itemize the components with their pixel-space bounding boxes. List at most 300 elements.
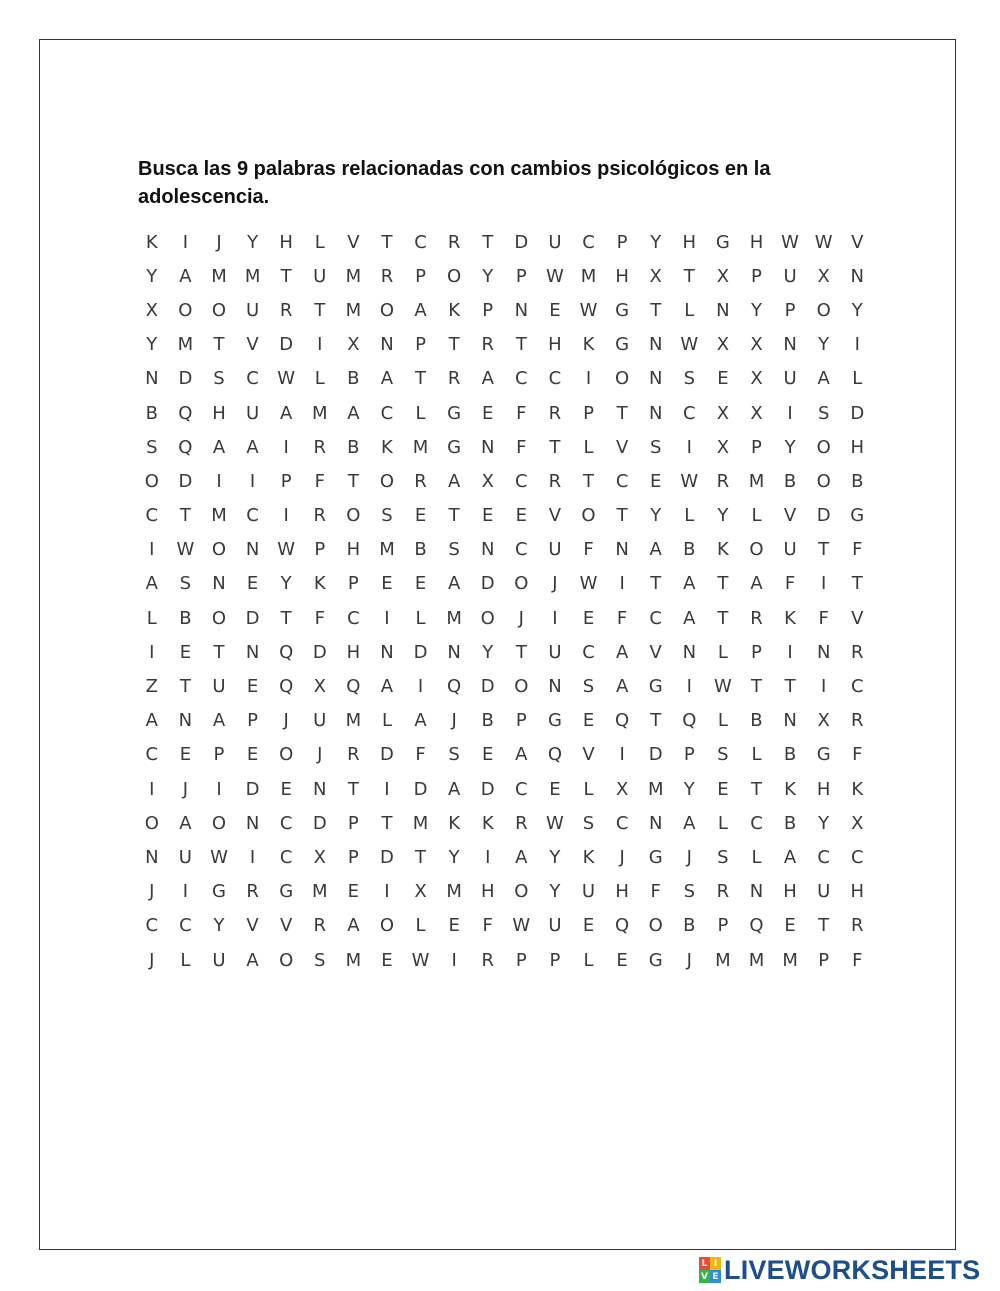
grid-letter[interactable]: D <box>380 846 394 868</box>
grid-letter[interactable]: F <box>314 607 325 629</box>
grid-letter[interactable]: H <box>783 881 797 903</box>
grid-letter[interactable]: U <box>548 539 562 561</box>
grid-letter[interactable]: O <box>279 744 294 766</box>
grid-letter[interactable]: W <box>277 368 296 390</box>
grid-letter[interactable]: U <box>548 915 562 937</box>
grid-letter[interactable]: G <box>648 846 663 868</box>
grid-letter[interactable]: I <box>249 846 256 868</box>
grid-letter[interactable]: U <box>313 710 327 732</box>
grid-letter[interactable]: X <box>615 778 629 800</box>
grid-letter[interactable]: L <box>751 744 762 766</box>
grid-letter[interactable]: M <box>715 949 731 971</box>
grid-letter[interactable]: T <box>213 334 225 356</box>
grid-letter[interactable]: T <box>549 436 561 458</box>
grid-letter[interactable]: R <box>313 436 327 458</box>
grid-letter[interactable]: B <box>145 402 158 424</box>
grid-letter[interactable]: G <box>648 949 663 971</box>
grid-letter[interactable]: D <box>245 778 260 800</box>
grid-letter[interactable]: M <box>345 265 362 287</box>
grid-letter[interactable]: P <box>751 436 762 458</box>
grid-letter[interactable]: O <box>144 470 159 492</box>
grid-letter[interactable]: H <box>850 436 865 458</box>
grid-letter[interactable]: F <box>314 470 325 492</box>
grid-letter[interactable]: M <box>446 607 462 629</box>
grid-letter[interactable]: A <box>683 607 696 629</box>
grid-letter[interactable]: E <box>246 676 259 698</box>
grid-letter[interactable]: C <box>380 402 394 424</box>
grid-letter[interactable]: L <box>751 505 762 527</box>
grid-letter[interactable]: A <box>447 470 461 492</box>
grid-letter[interactable]: P <box>482 299 494 321</box>
grid-letter[interactable]: A <box>145 710 158 732</box>
grid-letter[interactable]: C <box>649 607 662 629</box>
grid-letter[interactable]: N <box>648 368 663 390</box>
grid-letter[interactable]: R <box>279 299 293 321</box>
grid-letter[interactable]: E <box>582 607 595 629</box>
grid-letter[interactable]: N <box>313 778 327 800</box>
grid-letter[interactable]: T <box>515 334 527 356</box>
grid-letter[interactable]: I <box>317 334 323 356</box>
grid-letter[interactable]: B <box>347 368 360 390</box>
grid-letter[interactable]: O <box>346 505 361 527</box>
grid-letter[interactable]: T <box>717 573 729 595</box>
grid-letter[interactable]: J <box>283 710 289 732</box>
grid-letter[interactable]: E <box>381 573 393 595</box>
grid-letter[interactable]: P <box>347 573 359 595</box>
grid-letter[interactable]: R <box>313 505 327 527</box>
grid-letter[interactable]: X <box>414 881 427 903</box>
grid-letter[interactable]: O <box>379 915 395 937</box>
grid-letter[interactable]: I <box>787 641 793 663</box>
grid-letter[interactable]: A <box>179 812 192 834</box>
grid-letter[interactable]: M <box>647 778 664 800</box>
grid-letter[interactable]: X <box>716 334 730 356</box>
grid-letter[interactable]: P <box>616 231 628 253</box>
grid-letter[interactable]: U <box>783 265 797 287</box>
grid-letter[interactable]: N <box>245 539 260 561</box>
grid-letter[interactable]: E <box>582 915 595 937</box>
grid-letter[interactable]: L <box>180 949 191 971</box>
grid-letter[interactable]: J <box>216 231 222 253</box>
grid-letter[interactable]: I <box>149 778 155 800</box>
grid-letter[interactable]: Z <box>145 676 158 698</box>
grid-letter[interactable]: G <box>279 881 294 903</box>
grid-letter[interactable]: N <box>245 641 260 663</box>
grid-letter[interactable]: C <box>615 470 629 492</box>
grid-letter[interactable]: A <box>515 846 528 868</box>
grid-letter[interactable]: E <box>381 949 393 971</box>
grid-letter[interactable]: G <box>212 881 226 903</box>
grid-letter[interactable]: E <box>414 505 427 527</box>
grid-letter[interactable]: E <box>582 710 595 732</box>
grid-letter[interactable]: Y <box>482 265 494 287</box>
grid-letter[interactable]: C <box>414 231 427 253</box>
grid-letter[interactable]: I <box>149 539 155 561</box>
grid-letter[interactable]: O <box>211 812 227 834</box>
grid-letter[interactable]: E <box>246 744 259 766</box>
grid-letter[interactable]: U <box>212 676 226 698</box>
grid-letter[interactable]: S <box>717 846 729 868</box>
grid-letter[interactable]: S <box>582 676 595 698</box>
grid-letter[interactable]: R <box>380 265 394 287</box>
grid-letter[interactable]: C <box>279 846 293 868</box>
grid-letter[interactable]: V <box>783 505 797 527</box>
grid-letter[interactable]: C <box>817 846 830 868</box>
grid-letter[interactable]: U <box>581 881 596 903</box>
grid-letter[interactable]: E <box>616 949 628 971</box>
grid-letter[interactable]: V <box>649 641 662 663</box>
grid-letter[interactable]: V <box>280 915 293 937</box>
grid-letter[interactable]: I <box>821 573 827 595</box>
grid-letter[interactable]: G <box>615 299 630 321</box>
grid-letter[interactable]: T <box>280 607 292 629</box>
grid-letter[interactable]: L <box>583 436 594 458</box>
grid-letter[interactable]: X <box>313 846 326 868</box>
grid-letter[interactable]: R <box>716 881 730 903</box>
grid-letter[interactable]: H <box>749 231 764 253</box>
grid-letter[interactable]: A <box>212 436 226 458</box>
grid-letter[interactable]: T <box>650 299 662 321</box>
grid-letter[interactable]: U <box>212 949 226 971</box>
grid-letter[interactable]: H <box>346 641 361 663</box>
grid-letter[interactable]: I <box>686 676 692 698</box>
grid-letter[interactable]: A <box>347 402 360 424</box>
grid-letter[interactable]: K <box>851 778 864 800</box>
grid-letter[interactable]: G <box>547 710 562 732</box>
grid-letter[interactable]: Y <box>784 436 796 458</box>
grid-letter[interactable]: I <box>787 402 793 424</box>
grid-letter[interactable]: L <box>583 778 594 800</box>
grid-letter[interactable]: P <box>818 949 830 971</box>
grid-letter[interactable]: V <box>582 744 595 766</box>
grid-letter[interactable]: N <box>615 539 629 561</box>
grid-letter[interactable]: X <box>851 812 864 834</box>
grid-letter[interactable]: D <box>178 368 193 390</box>
grid-letter[interactable]: Q <box>749 915 764 937</box>
grid-letter[interactable]: T <box>347 470 359 492</box>
grid-letter[interactable]: E <box>280 778 292 800</box>
grid-letter[interactable]: V <box>851 607 864 629</box>
grid-letter[interactable]: R <box>851 710 864 732</box>
grid-letter[interactable]: E <box>650 470 662 492</box>
grid-letter[interactable]: B <box>851 470 864 492</box>
grid-letter[interactable]: D <box>413 778 428 800</box>
grid-letter[interactable]: C <box>548 368 562 390</box>
grid-letter[interactable]: E <box>448 915 460 937</box>
grid-letter[interactable]: S <box>448 744 460 766</box>
grid-letter[interactable]: C <box>582 641 595 663</box>
grid-letter[interactable]: Y <box>683 778 695 800</box>
grid-letter[interactable]: O <box>816 436 831 458</box>
grid-letter[interactable]: F <box>852 539 863 561</box>
grid-letter[interactable]: F <box>818 607 829 629</box>
grid-letter[interactable]: E <box>549 299 561 321</box>
grid-letter[interactable]: D <box>312 812 327 834</box>
grid-letter[interactable]: C <box>145 744 159 766</box>
grid-letter[interactable]: W <box>680 470 699 492</box>
grid-letter[interactable]: W <box>579 573 598 595</box>
grid-letter[interactable]: X <box>649 265 662 287</box>
grid-letter[interactable]: A <box>817 368 830 390</box>
grid-letter[interactable]: K <box>784 778 796 800</box>
grid-letter[interactable]: U <box>783 539 797 561</box>
grid-letter[interactable]: M <box>748 470 765 492</box>
grid-letter[interactable]: S <box>314 949 326 971</box>
grid-letter[interactable]: T <box>851 573 863 595</box>
grid-letter[interactable]: I <box>451 949 457 971</box>
grid-letter[interactable]: J <box>149 881 155 903</box>
grid-letter[interactable]: T <box>179 676 191 698</box>
grid-letter[interactable]: R <box>851 641 864 663</box>
grid-letter[interactable]: Y <box>549 846 561 868</box>
grid-letter[interactable]: U <box>245 299 260 321</box>
grid-letter[interactable]: Y <box>448 846 460 868</box>
grid-letter[interactable]: O <box>211 299 227 321</box>
grid-letter[interactable]: T <box>650 710 662 732</box>
grid-letter[interactable]: W <box>512 915 531 937</box>
grid-letter[interactable]: O <box>379 299 395 321</box>
grid-letter[interactable]: L <box>415 402 426 424</box>
grid-letter[interactable]: Q <box>279 641 294 663</box>
grid-letter[interactable]: T <box>381 231 393 253</box>
grid-letter[interactable]: Q <box>682 710 697 732</box>
grid-letter[interactable]: L <box>684 505 695 527</box>
grid-letter[interactable]: K <box>716 539 729 561</box>
grid-letter[interactable]: N <box>178 710 193 732</box>
grid-letter[interactable]: I <box>249 470 256 492</box>
grid-letter[interactable]: S <box>146 436 158 458</box>
grid-letter[interactable]: L <box>314 231 325 253</box>
grid-letter[interactable]: C <box>347 607 360 629</box>
grid-letter[interactable]: J <box>149 949 155 971</box>
grid-letter[interactable]: G <box>615 334 630 356</box>
grid-letter[interactable]: C <box>515 539 528 561</box>
grid-letter[interactable]: S <box>179 573 192 595</box>
grid-letter[interactable]: E <box>515 505 528 527</box>
grid-letter[interactable]: J <box>182 778 189 800</box>
grid-letter[interactable]: A <box>481 368 494 390</box>
grid-letter[interactable]: S <box>381 505 393 527</box>
grid-letter[interactable]: P <box>247 710 258 732</box>
grid-letter[interactable]: B <box>683 915 696 937</box>
grid-letter[interactable]: I <box>283 505 289 527</box>
grid-letter[interactable]: C <box>246 368 259 390</box>
grid-letter[interactable]: P <box>213 744 225 766</box>
grid-letter[interactable]: W <box>176 539 195 561</box>
grid-letter[interactable]: C <box>145 915 159 937</box>
grid-letter[interactable]: Y <box>482 641 494 663</box>
grid-letter[interactable]: P <box>415 265 426 287</box>
grid-letter[interactable]: X <box>716 402 730 424</box>
grid-letter[interactable]: U <box>817 881 831 903</box>
grid-letter[interactable]: M <box>312 881 328 903</box>
grid-letter[interactable]: J <box>619 846 625 868</box>
grid-letter[interactable]: R <box>481 334 494 356</box>
grid-letter[interactable]: M <box>244 265 261 287</box>
grid-letter[interactable]: A <box>447 778 461 800</box>
grid-letter[interactable]: N <box>514 299 529 321</box>
grid-letter[interactable]: E <box>246 573 259 595</box>
grid-letter[interactable]: O <box>211 607 227 629</box>
grid-letter[interactable]: H <box>346 539 361 561</box>
grid-letter[interactable]: I <box>821 676 827 698</box>
grid-letter[interactable]: O <box>447 265 462 287</box>
grid-letter[interactable]: I <box>417 676 424 698</box>
grid-letter[interactable]: R <box>481 949 494 971</box>
grid-letter[interactable]: S <box>448 539 460 561</box>
grid-letter[interactable]: O <box>816 470 831 492</box>
grid-letter[interactable]: K <box>582 334 595 356</box>
grid-letter[interactable]: M <box>580 265 597 287</box>
grid-letter[interactable]: D <box>480 778 495 800</box>
grid-letter[interactable]: I <box>619 744 625 766</box>
grid-letter[interactable]: N <box>850 265 864 287</box>
grid-letter[interactable]: L <box>583 949 594 971</box>
grid-letter[interactable]: L <box>684 299 695 321</box>
grid-letter[interactable]: O <box>178 299 193 321</box>
grid-letter[interactable]: U <box>783 368 797 390</box>
grid-letter[interactable]: U <box>245 402 260 424</box>
grid-letter[interactable]: A <box>683 812 696 834</box>
grid-letter[interactable]: D <box>480 573 495 595</box>
grid-letter[interactable]: Y <box>717 505 729 527</box>
grid-letter[interactable]: B <box>783 812 797 834</box>
grid-letter[interactable]: E <box>482 744 494 766</box>
grid-letter[interactable]: R <box>548 470 562 492</box>
grid-letter[interactable]: Q <box>615 710 630 732</box>
grid-letter[interactable]: G <box>816 744 831 766</box>
grid-letter[interactable]: A <box>246 436 259 458</box>
grid-letter[interactable]: N <box>816 641 831 663</box>
grid-letter[interactable]: Y <box>213 915 225 937</box>
grid-letter[interactable]: U <box>548 641 562 663</box>
grid-letter[interactable]: C <box>246 505 259 527</box>
grid-letter[interactable]: T <box>650 573 662 595</box>
grid-letter[interactable]: C <box>145 505 159 527</box>
grid-letter[interactable]: O <box>749 539 764 561</box>
grid-letter[interactable]: W <box>680 334 699 356</box>
grid-letter[interactable]: K <box>481 812 494 834</box>
grid-letter[interactable]: R <box>347 744 360 766</box>
grid-letter[interactable]: N <box>682 641 697 663</box>
grid-letter[interactable]: L <box>717 812 728 834</box>
grid-letter[interactable]: X <box>145 299 158 321</box>
grid-letter[interactable]: W <box>814 231 833 253</box>
grid-letter[interactable]: O <box>211 539 227 561</box>
grid-letter[interactable]: X <box>347 334 360 356</box>
grid-letter[interactable]: P <box>784 299 796 321</box>
grid-letter[interactable]: E <box>414 573 427 595</box>
grid-letter[interactable]: B <box>783 744 797 766</box>
grid-letter[interactable]: O <box>514 881 529 903</box>
grid-letter[interactable]: P <box>280 470 292 492</box>
grid-letter[interactable]: H <box>480 881 495 903</box>
grid-letter[interactable]: X <box>750 368 763 390</box>
grid-letter[interactable]: H <box>615 265 629 287</box>
grid-letter[interactable]: F <box>415 744 426 766</box>
grid-letter[interactable]: C <box>279 812 293 834</box>
grid-letter[interactable]: A <box>347 915 360 937</box>
grid-letter[interactable]: D <box>312 641 327 663</box>
grid-letter[interactable]: A <box>515 744 528 766</box>
grid-letter[interactable]: N <box>783 710 797 732</box>
grid-letter[interactable]: N <box>749 881 764 903</box>
grid-letter[interactable]: T <box>213 641 225 663</box>
grid-letter[interactable]: D <box>816 505 831 527</box>
grid-letter[interactable]: M <box>446 881 462 903</box>
grid-letter[interactable]: N <box>648 334 663 356</box>
grid-letter[interactable]: L <box>415 915 426 937</box>
grid-letter[interactable]: K <box>784 607 796 629</box>
grid-letter[interactable]: K <box>448 299 461 321</box>
grid-letter[interactable]: B <box>683 539 696 561</box>
grid-letter[interactable]: G <box>715 231 730 253</box>
grid-letter[interactable]: W <box>411 949 430 971</box>
grid-letter[interactable]: L <box>852 368 863 390</box>
grid-letter[interactable]: T <box>347 778 359 800</box>
grid-letter[interactable]: A <box>145 573 158 595</box>
grid-letter[interactable]: M <box>379 539 395 561</box>
grid-letter[interactable]: C <box>850 846 864 868</box>
grid-letter[interactable]: O <box>648 915 663 937</box>
grid-letter[interactable]: R <box>447 368 461 390</box>
grid-letter[interactable]: T <box>616 505 628 527</box>
grid-letter[interactable]: A <box>380 676 394 698</box>
grid-letter[interactable]: I <box>686 436 692 458</box>
grid-letter[interactable]: Q <box>178 436 193 458</box>
grid-letter[interactable]: E <box>784 915 796 937</box>
grid-letter[interactable]: D <box>850 402 865 424</box>
grid-letter[interactable]: N <box>481 436 495 458</box>
grid-letter[interactable]: M <box>412 812 429 834</box>
grid-letter[interactable]: E <box>482 505 494 527</box>
grid-letter[interactable]: N <box>380 334 394 356</box>
grid-letter[interactable]: C <box>179 915 192 937</box>
grid-letter[interactable]: A <box>380 368 394 390</box>
grid-letter[interactable]: A <box>683 573 696 595</box>
grid-letter[interactable]: C <box>582 231 595 253</box>
grid-letter[interactable]: P <box>515 265 527 287</box>
grid-letter[interactable]: X <box>750 334 763 356</box>
grid-letter[interactable]: H <box>615 881 629 903</box>
grid-letter[interactable]: I <box>854 334 860 356</box>
grid-letter[interactable]: R <box>851 915 864 937</box>
grid-letter[interactable]: T <box>482 231 494 253</box>
grid-letter[interactable]: C <box>515 368 528 390</box>
grid-letter[interactable]: P <box>347 812 359 834</box>
grid-letter[interactable]: T <box>280 265 292 287</box>
grid-letter[interactable]: J <box>518 607 524 629</box>
grid-letter[interactable]: P <box>583 402 594 424</box>
grid-letter[interactable]: M <box>345 949 362 971</box>
grid-letter[interactable]: Q <box>615 915 630 937</box>
grid-letter[interactable]: N <box>481 539 495 561</box>
grid-letter[interactable]: L <box>751 846 762 868</box>
grid-letter[interactable]: T <box>179 505 191 527</box>
grid-letter[interactable]: D <box>480 676 495 698</box>
grid-letter[interactable]: P <box>549 949 561 971</box>
grid-letter[interactable]: E <box>549 778 561 800</box>
grid-letter[interactable]: A <box>750 573 763 595</box>
grid-letter[interactable]: A <box>783 846 797 868</box>
grid-letter[interactable]: U <box>178 846 192 868</box>
grid-letter[interactable]: A <box>246 949 259 971</box>
grid-letter[interactable]: C <box>750 812 763 834</box>
grid-letter[interactable]: Q <box>279 676 294 698</box>
grid-letter[interactable]: M <box>345 710 362 732</box>
grid-letter[interactable]: Y <box>818 334 830 356</box>
grid-letter[interactable]: C <box>683 402 696 424</box>
